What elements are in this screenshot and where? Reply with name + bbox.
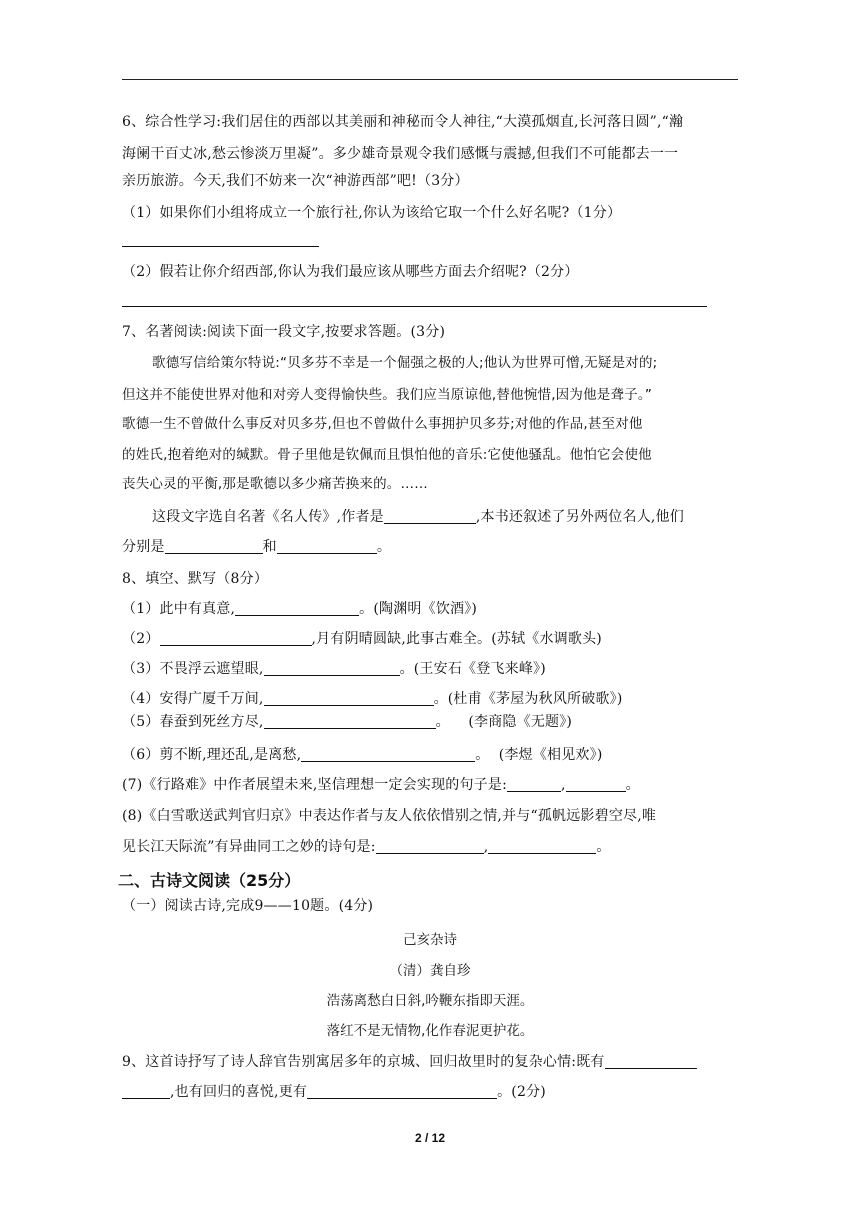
q9-line-2 bbox=[122, 1083, 546, 1101]
q7-blank-person-1[interactable] bbox=[165, 539, 263, 554]
q7-ask-d: 和 bbox=[262, 539, 277, 555]
q8-blank-4[interactable] bbox=[264, 691, 434, 706]
q6-sub-1: （1）如果你们小组将成立一个旅行社,你认为该给它取一个什么好名呢?（1分） bbox=[122, 205, 622, 221]
q8-item-1 bbox=[122, 600, 477, 618]
q8-item-8-prompt: 见长江天际流”有异曲同工之妙的诗句是: bbox=[122, 839, 376, 855]
q7-ask-e: 。 bbox=[376, 539, 392, 555]
q7-blank-author[interactable] bbox=[384, 509, 476, 524]
q7-question-line-1 bbox=[152, 508, 684, 526]
q8-item-5-source: 。 (李商隐《无题》) bbox=[435, 714, 573, 730]
q6-answer-line-2[interactable] bbox=[122, 306, 707, 307]
q8-item-4 bbox=[122, 690, 623, 708]
section-heading: 二、古诗文阅读（25分） bbox=[118, 871, 301, 890]
poem-line-2: 落红不是无情物,化作春泥更护花。 bbox=[326, 1023, 534, 1039]
q8-blank-3[interactable] bbox=[264, 661, 400, 676]
q7-passage-2: 但这并不能使世界对他和对旁人变得愉快些。我们应当原谅他,替他惋惜,因为他是聋子。” bbox=[122, 387, 653, 403]
q8-item-6-prompt: （6）剪不断,理还乱,是离愁, bbox=[122, 747, 302, 763]
q8-item-8-end: 。 bbox=[596, 839, 611, 855]
q8-blank-7a[interactable] bbox=[507, 777, 561, 792]
q8-item-4-prompt: （4）安得广厦千万间, bbox=[122, 691, 264, 707]
q9-blank-2[interactable] bbox=[307, 1084, 497, 1099]
q7-passage-1: 歌德写信给策尔特说:“贝多芬不幸是一个倔强之极的人;他认为世界可憎,无疑是对的; bbox=[152, 355, 658, 371]
q8-blank-2[interactable] bbox=[160, 631, 312, 646]
page-number: 2 / 12 bbox=[414, 1131, 446, 1145]
q8-blank-7b[interactable] bbox=[566, 777, 626, 792]
q8-item-6 bbox=[122, 746, 603, 764]
q8-item-8-line-1: (8)《白雪歌送武判官归京》中表达作者与友人依依惜别之情,并与“孤帆远影碧空尽,唯 bbox=[122, 808, 657, 824]
q7-ask-b: ,本书还叙述了另外两位名人,他们 bbox=[475, 509, 684, 525]
q8-item-3-prompt: （3）不畏浮云遮望眼, bbox=[122, 661, 264, 677]
q8-item-3 bbox=[122, 660, 546, 678]
q8-blank-1[interactable] bbox=[235, 601, 359, 616]
q7-passage-4: 的姓氏,抱着绝对的缄默。骨子里他是钦佩而且惧怕他的音乐:它使他骚乱。他怕它会使他 bbox=[122, 447, 652, 463]
q7-passage-3: 歌德一生不曾做什么事反对贝多芬,但也不曾做什么事拥护贝多芬;对他的作品,甚至对他 bbox=[122, 416, 643, 432]
q8-item-7 bbox=[122, 776, 640, 794]
q9-end: 。(2分) bbox=[497, 1084, 546, 1100]
q8-title: 8、填空、默写（8分） bbox=[122, 571, 269, 587]
poem-intro: （一）阅读古诗,完成9——10题。(4分) bbox=[122, 898, 374, 914]
q8-item-1-prompt: （1）此中有真意, bbox=[122, 601, 236, 617]
q8-item-5-prompt: （5）春蚕到死丝方尽, bbox=[122, 714, 264, 730]
q8-item-2-source: ,月有阴晴圆缺,此事古难全。(苏轼《水调歌头) bbox=[311, 631, 602, 647]
q7-title: 7、名著阅读:阅读下面一段文字,按要求答题。(3分) bbox=[122, 324, 446, 340]
q6-line-3: 亲历旅游。今天,我们不妨来一次“神游西部”吧!（3分） bbox=[122, 173, 469, 189]
q8-item-2-prompt: （2） bbox=[122, 631, 160, 647]
q9-middle: ,也有回归的喜悦,更有 bbox=[170, 1084, 308, 1100]
q9-blank-1b[interactable] bbox=[122, 1084, 170, 1099]
q7-passage-5: 丧失心灵的平衡,那是歌德以多少痛苦换来的。…… bbox=[122, 476, 428, 492]
header-rule bbox=[122, 79, 738, 80]
q8-item-8-comma: , bbox=[483, 839, 489, 855]
q7-ask-c: 分别是 bbox=[122, 539, 165, 555]
q8-item-1-source: 。(陶渊明《饮酒》) bbox=[359, 601, 478, 617]
q6-line-1: 6、综合性学习:我们居住的西部以其美丽和神秘而令人神往,“大漠孤烟直,长河落日圆”,“瀚 bbox=[122, 114, 684, 130]
q8-blank-8b[interactable] bbox=[488, 839, 596, 854]
q8-item-7-end: 。 bbox=[625, 777, 640, 793]
poem-title: 己亥杂诗 bbox=[403, 932, 457, 948]
q7-ask-a: 这段文字选自名著《名人传》,作者是 bbox=[152, 509, 384, 525]
poem-author: （清）龚自珍 bbox=[389, 963, 471, 979]
q7-blank-person-2[interactable] bbox=[277, 539, 377, 554]
q9-blank-1a[interactable] bbox=[605, 1054, 697, 1069]
q6-answer-line-1[interactable] bbox=[122, 246, 319, 247]
q6-line-2: 海阑干百丈冰,愁云惨淡万里凝”。多少雄奇景观令我们感慨与震撼,但我们不可能都去一一 bbox=[122, 146, 679, 162]
q7-question-line-2 bbox=[122, 538, 391, 556]
q8-item-2 bbox=[122, 630, 602, 648]
q8-item-7-comma: , bbox=[561, 777, 566, 793]
poem-line-1: 浩荡离愁白日斜,吟鞭东指即天涯。 bbox=[326, 993, 534, 1009]
q8-item-4-source: 。(杜甫《茅屋为秋风所破歌》) bbox=[433, 691, 623, 707]
q8-item-6-source: 。 (李煜《相见欢》) bbox=[475, 747, 603, 763]
q8-blank-8a[interactable] bbox=[376, 839, 484, 854]
q6-sub-2: （2）假若让你介绍西部,你认为我们最应该从哪些方面去介绍呢?（2分） bbox=[122, 264, 579, 280]
q8-item-7-prompt: (7)《行路难》中作者展望未来,坚信理想一定会实现的句子是: bbox=[122, 777, 507, 793]
q8-blank-6[interactable] bbox=[301, 747, 475, 762]
q8-item-3-source: 。(王安石《登飞来峰》) bbox=[399, 661, 546, 677]
q8-item-8-line-2 bbox=[122, 838, 611, 856]
q9-prompt: 9、这首诗抒写了诗人辞官告别寓居多年的京城、回归故里时的复杂心情:既有 bbox=[122, 1054, 605, 1070]
q8-blank-5[interactable] bbox=[264, 714, 436, 729]
q9-line-1 bbox=[122, 1053, 697, 1071]
q8-item-5 bbox=[122, 713, 572, 731]
